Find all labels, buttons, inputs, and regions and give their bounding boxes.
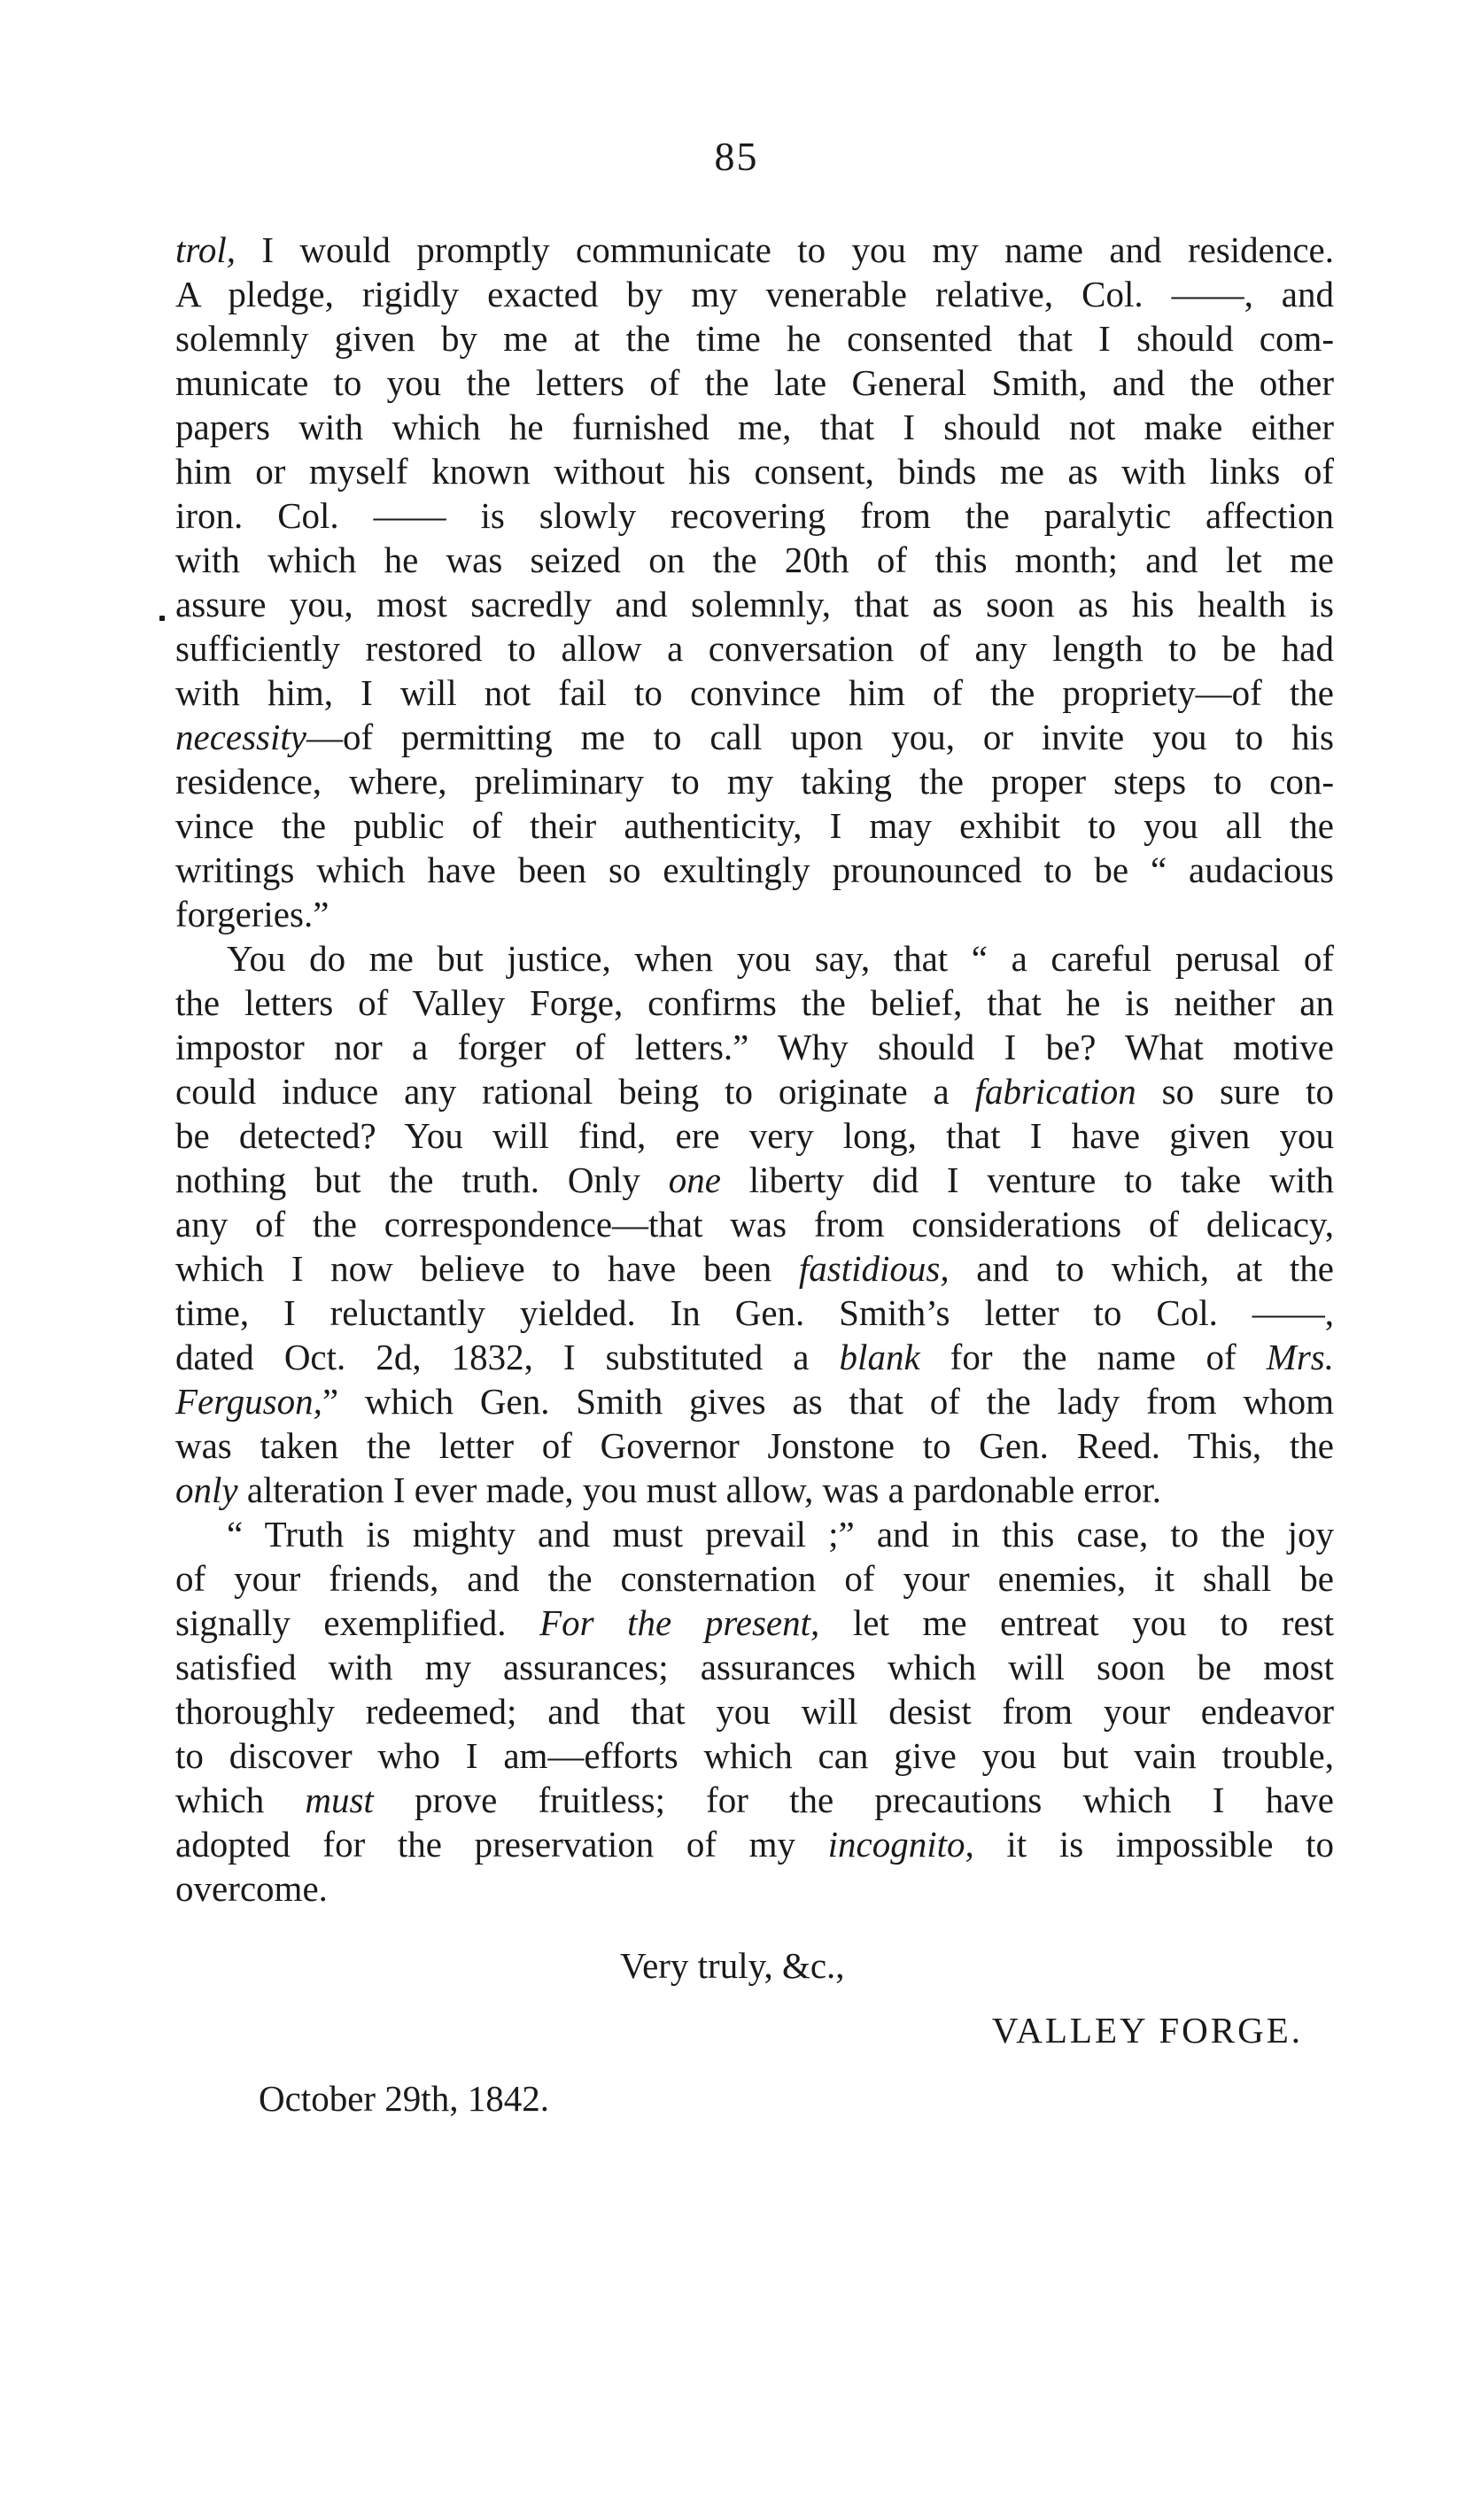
text-line: [175, 936, 1334, 981]
text-segment: which I now believe to have been: [175, 1248, 799, 1289]
text-segment: You do me but justice, when you say, that “ a careful perusal of: [227, 938, 1334, 979]
text-segment: impostor nor a forger of letters.” Why should I be? What motive: [175, 1027, 1334, 1067]
text-segment: was taken the letter of Governor Jonstone to Gen. Reed. This, the: [175, 1425, 1334, 1466]
text-segment: for the name of: [919, 1337, 1267, 1377]
page-number: 85: [714, 134, 759, 179]
text-line: [175, 1158, 1334, 1202]
italic-text: Mrs.: [1266, 1337, 1334, 1377]
text-segment: adopted for the preservation of my: [175, 1824, 828, 1865]
text-segment: sufficiently restored to allow a conversation of any length to be had: [175, 628, 1334, 669]
italic-text: blank: [839, 1337, 920, 1377]
text-segment: and to which, at the: [949, 1248, 1334, 1289]
text-segment: residence, where, preliminary to my taking the proper steps to con-: [175, 761, 1334, 802]
italic-text: Ferguson,: [175, 1381, 322, 1422]
text-line: [175, 981, 1334, 1025]
text-segment: alteration I ever made, you must allow, was a pardonable error.: [237, 1469, 1162, 1510]
text-line: [175, 272, 1334, 316]
text-segment: I would promptly communicate to you my name and residence.: [235, 229, 1334, 270]
text-segment: forgeries.”: [175, 894, 329, 934]
text-line: [175, 1335, 1334, 1379]
text-line: [175, 1202, 1334, 1246]
text-segment: liberty did I venture to take with: [720, 1159, 1335, 1200]
text-segment: —of permitting me to call upon you, or invite you to his: [306, 717, 1334, 757]
text-line: [175, 1689, 1334, 1733]
text-line: [175, 759, 1334, 803]
text-line: [175, 405, 1334, 449]
text-line: [175, 1468, 1334, 1512]
text-line: [175, 671, 1334, 715]
text-segment: papers with which he furnished me, that I should not make either: [175, 407, 1334, 447]
text-line: [175, 892, 1334, 936]
text-segment: could induce any rational being to originate a: [175, 1071, 975, 1112]
text-segment: of your friends, and the consternation of your enemies, it shall be: [175, 1558, 1334, 1599]
letter-body: [175, 228, 1334, 1911]
text-line: [175, 1069, 1334, 1113]
text-segment: satisfied with my assurances; assurances which will soon be most: [175, 1647, 1334, 1687]
text-segment: vince the public of their authenticity, I may exhibit to you all the: [175, 805, 1334, 846]
text-line: [175, 493, 1334, 538]
text-line: [175, 1512, 1334, 1556]
italic-text: fabrication: [974, 1071, 1136, 1112]
italic-text: trol,: [175, 229, 236, 270]
text-segment: prove fruitless; for the precautions which I have: [373, 1780, 1334, 1820]
italic-text: one: [668, 1159, 721, 1200]
italic-text: only: [175, 1469, 238, 1510]
text-line: [175, 1113, 1334, 1158]
text-segment: the letters of Valley Forge, confirms the belief, that he is neither an: [175, 982, 1334, 1023]
italic-text: incognito,: [827, 1824, 974, 1865]
text-segment: writings which have been so exultingly prounounced to be “ audacious: [175, 849, 1334, 890]
italic-text: fastidious,: [798, 1248, 950, 1289]
text-line: [175, 626, 1334, 671]
closing-salutation: Very truly, &c.,: [620, 1945, 845, 1986]
text-line: [175, 1822, 1334, 1866]
text-line: [175, 1025, 1334, 1069]
text-segment: municate to you the letters of the late General Smith, and the other: [175, 362, 1334, 403]
text-segment: overcome.: [175, 1868, 328, 1909]
text-line: [175, 1379, 1334, 1423]
text-line: [175, 228, 1334, 272]
text-line: [175, 449, 1334, 493]
italic-text: must: [305, 1780, 374, 1820]
text-segment: with him, I will not fail to convince him of the propriety—of the: [175, 672, 1334, 713]
text-segment: solemnly given by me at the time he consented that I should com-: [175, 318, 1334, 359]
text-segment: be detected? You will find, ere very long, that I have given you: [175, 1115, 1334, 1156]
text-segment: to discover who I am—efforts which can give you but vain trouble,: [175, 1735, 1334, 1776]
text-segment: iron. Col. —— is slowly recovering from the paralytic affection: [175, 495, 1334, 536]
text-line: [175, 715, 1334, 759]
text-line: [175, 1291, 1334, 1335]
text-segment: any of the correspondence—that was from considerations of delicacy,: [175, 1204, 1334, 1244]
text-segment: nothing but the truth. Only: [175, 1159, 669, 1200]
text-segment: thoroughly redeemed; and that you will desist from your endeavor: [175, 1691, 1334, 1732]
text-segment: time, I reluctantly yielded. In Gen. Smith’s letter to Col. ——,: [175, 1292, 1334, 1333]
italic-text: For the present,: [539, 1602, 820, 1643]
text-line: [175, 803, 1334, 848]
text-line: [175, 316, 1334, 361]
text-line: [175, 361, 1334, 405]
text-segment: dated Oct. 2d, 1832, I substituted a: [175, 1337, 840, 1377]
text-segment: “ Truth is mighty and must prevail ;” and in this case, to the joy: [227, 1514, 1334, 1555]
text-segment: ” which Gen. Smith gives as that of the lady from whom: [322, 1381, 1334, 1422]
text-line: [175, 1601, 1334, 1645]
text-line: [175, 1246, 1334, 1291]
signature: VALLEY FORGE.: [991, 2010, 1303, 2051]
text-line: [175, 1556, 1334, 1601]
text-segment: him or myself known without his consent, binds me as with links of: [175, 451, 1334, 492]
margin-mark: [159, 616, 165, 621]
text-segment: let me entreat you to rest: [819, 1602, 1335, 1643]
text-line: [175, 1645, 1334, 1689]
text-line: [175, 848, 1334, 892]
text-segment: signally exemplified.: [175, 1602, 540, 1643]
text-segment: so sure to: [1136, 1071, 1335, 1112]
italic-text: necessity: [175, 717, 306, 757]
text-segment: with which he was seized on the 20th of this month; and let me: [175, 539, 1334, 580]
text-line: [175, 582, 1334, 626]
text-segment: A pledge, rigidly exacted by my venerable relative, Col. ——, and: [175, 274, 1334, 314]
text-line: [175, 1733, 1334, 1778]
text-line: [175, 1778, 1334, 1822]
text-segment: which: [175, 1780, 306, 1820]
text-segment: it is impossible to: [973, 1824, 1334, 1865]
text-line: [175, 1866, 1334, 1911]
dateline: October 29th, 1842.: [259, 2078, 549, 2119]
text-line: [175, 1423, 1334, 1468]
text-segment: assure you, most sacredly and solemnly, that as soon as his health is: [175, 584, 1334, 624]
text-line: [175, 538, 1334, 582]
